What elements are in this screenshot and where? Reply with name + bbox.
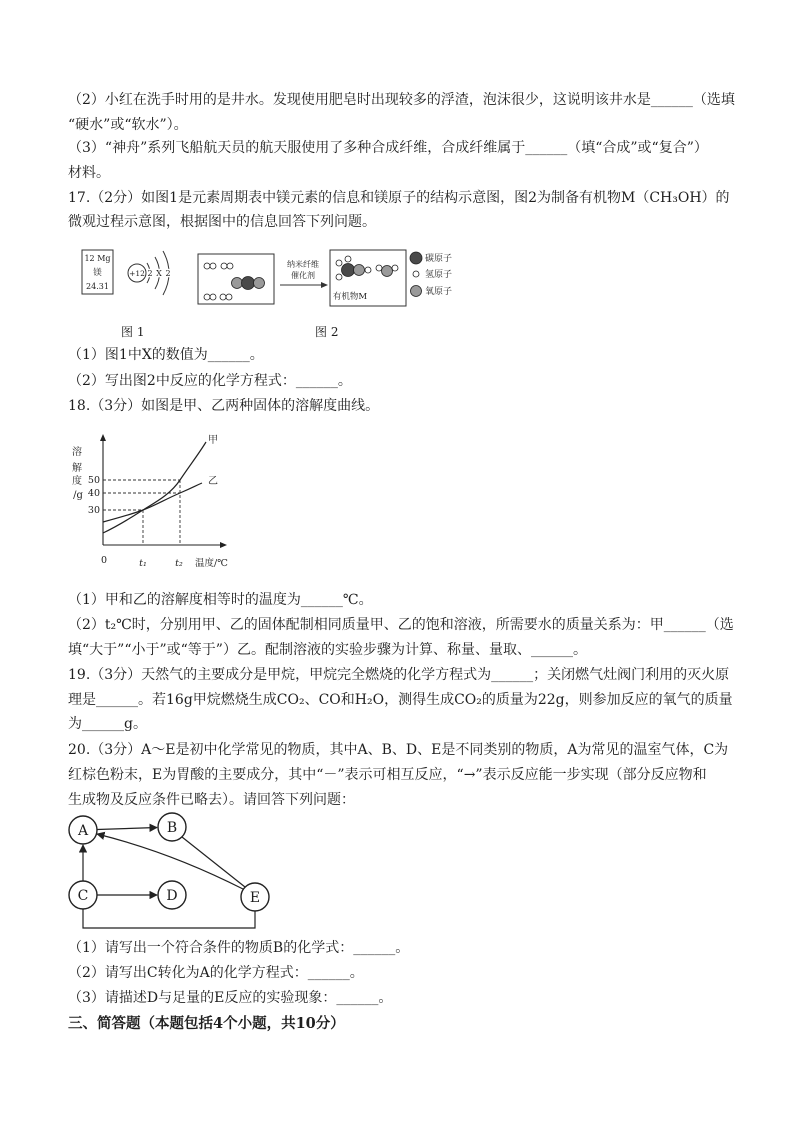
q16-part3-line2: 材料。 [68, 165, 110, 181]
q20-sub2: （2）请写出C转化为A的化学方程式：______。 [68, 965, 364, 981]
solubility-curve-figure [60, 425, 245, 585]
q16-part2-line2: “硬水”或“软水”）。 [68, 117, 188, 133]
q20-stem-line2: 红棕色粉末，E为胃酸的主要成分，其中“－”表示可相互反应，“→”表示反应能一步实现（部分反应物和 [68, 767, 707, 783]
q20-stem-line1: 20.（3分）A～E是初中化学常见的物质，其中A、B、D、E是不同类别的物质，A为常见的温室气体，C为 [68, 742, 729, 758]
hydrogen-atom [336, 274, 342, 280]
x-axis-arrow [220, 542, 227, 548]
node-c-label: C [77, 888, 89, 904]
x-tick-label: t₁ [139, 558, 147, 569]
q20-sub3: （3）请描述D与足量的E反应的实验现象：______。 [68, 990, 393, 1006]
legend-hydrogen-swatch [413, 271, 419, 277]
node-e-label: E [249, 890, 261, 906]
hydrogen-atom [221, 263, 227, 269]
y-tick-label: 30 [87, 505, 100, 516]
y-axis-label-char: /g [73, 490, 83, 501]
section-3-heading: 三、简答题（本题包括4个小题，共10分） [68, 1015, 345, 1032]
shell-3-electrons: 2 [165, 269, 171, 278]
q16-part3-line1: （3）“神舟”系列飞船航天员的航天服使用了多种合成纤维，合成纤维属于______（填“合成”或“复合”） [68, 140, 708, 156]
element-mass: 24.31 [86, 282, 109, 291]
oxygen-atom [382, 266, 393, 277]
legend-oxygen-swatch [411, 286, 422, 297]
x-tick-label: t₂ [175, 558, 183, 569]
q19-line3: 为______g。 [68, 716, 147, 732]
q20-stem-line3: 生成物及反应条件已略去）。请回答下列问题： [68, 792, 355, 808]
edge-c-e [83, 909, 255, 928]
y-tick-label: 50 [87, 475, 100, 486]
q17-stem-line2: 微观过程示意图，根据图中的信息回答下列问题。 [68, 214, 376, 230]
q20-relation-diagram [60, 810, 280, 935]
nucleus-charge: +12 [129, 269, 145, 278]
node-b-label: B [166, 820, 178, 836]
q18-sub1: （1）甲和乙的溶解度相等时的温度为______℃。 [68, 592, 373, 608]
figure-1-caption: 图 1 [121, 325, 145, 339]
q17-stem-line1: 17.（2分）如图1是元素周期表中镁元素的信息和镁原子的结构示意图，图2为制备有机物M（CH₃OH）的 [68, 190, 730, 206]
catalyst-label-top: 纳米纤维 [287, 260, 319, 269]
hydrogen-atom [226, 294, 232, 300]
figure-1-atom-structure [128, 251, 171, 295]
q16-part2-line1: （2）小红在洗手时用的是井水。发现使用肥皂时出现较多的浮渣，泡沫很少，这说明该井水是______（选填 [68, 92, 735, 108]
hydrogen-atom [210, 263, 216, 269]
q20-sub1: （1）请写出一个符合条件的物质B的化学式：______。 [68, 940, 410, 956]
curve-jia-label: 甲 [208, 435, 218, 446]
hydrogen-atom [345, 256, 351, 262]
carbon-atom [342, 264, 355, 277]
node-a [69, 816, 97, 844]
hydrogen-atom [204, 263, 210, 269]
hydrogen-atom [392, 265, 398, 271]
y-axis-label-char: 度 [72, 476, 82, 487]
product-label: 有机物M [332, 292, 368, 302]
y-tick-label: 40 [87, 488, 100, 499]
node-c [69, 881, 97, 909]
figure-2-reaction-arrow [280, 259, 328, 288]
carbon-atom [242, 277, 255, 290]
legend-hydrogen-label: 氢原子 [425, 270, 453, 280]
catalyst-label-bottom: 催化剂 [291, 271, 315, 280]
q19-line1: 19.（3分）天然气的主要成分是甲烷，甲烷完全燃烧的化学方程式为______；关闭燃气灶阀门利用的灭火原 [68, 667, 730, 683]
q17-figures [60, 240, 480, 330]
hydrogen-atom [227, 263, 233, 269]
node-d [158, 881, 186, 909]
y-axis-label-char: 溶 [72, 447, 82, 458]
y-axis-label-char: 解 [72, 463, 82, 474]
origin-label: 0 [100, 555, 108, 566]
hydrogen-atom [336, 260, 342, 266]
figure-2-legend [410, 252, 452, 297]
legend-oxygen-label: 氧原子 [425, 287, 453, 297]
figure-2-reactants [198, 254, 274, 304]
legend-carbon-label: 碳原子 [425, 254, 453, 264]
oxygen-atom [232, 278, 243, 289]
figure-2-caption: 图 2 [315, 325, 339, 339]
node-e [241, 883, 269, 911]
oxygen-atom [354, 265, 365, 276]
edge-a-to-b [97, 828, 157, 830]
edge-b-e [182, 837, 245, 887]
q19-line2: 理是______。若16g甲烷燃烧生成CO₂、CO和H₂O，测得生成CO₂的质量为22g，则参加反应的氧气的质量 [68, 692, 733, 708]
x-axis-label: 温度/℃ [195, 558, 228, 569]
node-a-label: A [77, 823, 89, 839]
node-b [158, 813, 186, 841]
figure-2-products [330, 250, 406, 306]
q18-sub2-line2: 填“大于”“小于”或“等于”）乙。配制溶液的实验步骤为计算、称量、量取、______。 [68, 642, 587, 658]
q18-stem: 18.（3分）如图是甲、乙两种固体的溶解度曲线。 [68, 398, 380, 414]
curve-yi-label: 乙 [208, 476, 218, 487]
hydrogen-atom [210, 294, 216, 300]
arrow-head [321, 282, 328, 288]
hydrogen-atom [220, 294, 226, 300]
hydrogen-atom [365, 267, 371, 273]
figure-1-element-card [82, 250, 113, 294]
shell-1-electrons: 2 [147, 269, 153, 278]
curve-jia [103, 442, 206, 533]
shell-2-electrons: X [156, 269, 162, 278]
q17-sub1: （1）图1中X的数值为______。 [68, 347, 264, 363]
curve-yi [103, 483, 202, 522]
hydrogen-atom [204, 294, 210, 300]
element-name: 镁 [93, 268, 102, 278]
oxygen-atom [254, 278, 265, 289]
element-number-symbol: 12 Mg [84, 254, 111, 263]
node-d-label: D [166, 888, 178, 904]
legend-carbon-swatch [410, 252, 422, 264]
hydrogen-atom [376, 265, 382, 271]
q17-sub2: （2）写出图2中反应的化学方程式：______。 [68, 373, 352, 389]
y-axis-arrow [100, 434, 106, 441]
q18-sub2-line1: （2）t₂℃时，分别用甲、乙的固体配制相同质量甲、乙的饱和溶液，所需要水的质量关系为：甲______（选 [68, 617, 734, 633]
